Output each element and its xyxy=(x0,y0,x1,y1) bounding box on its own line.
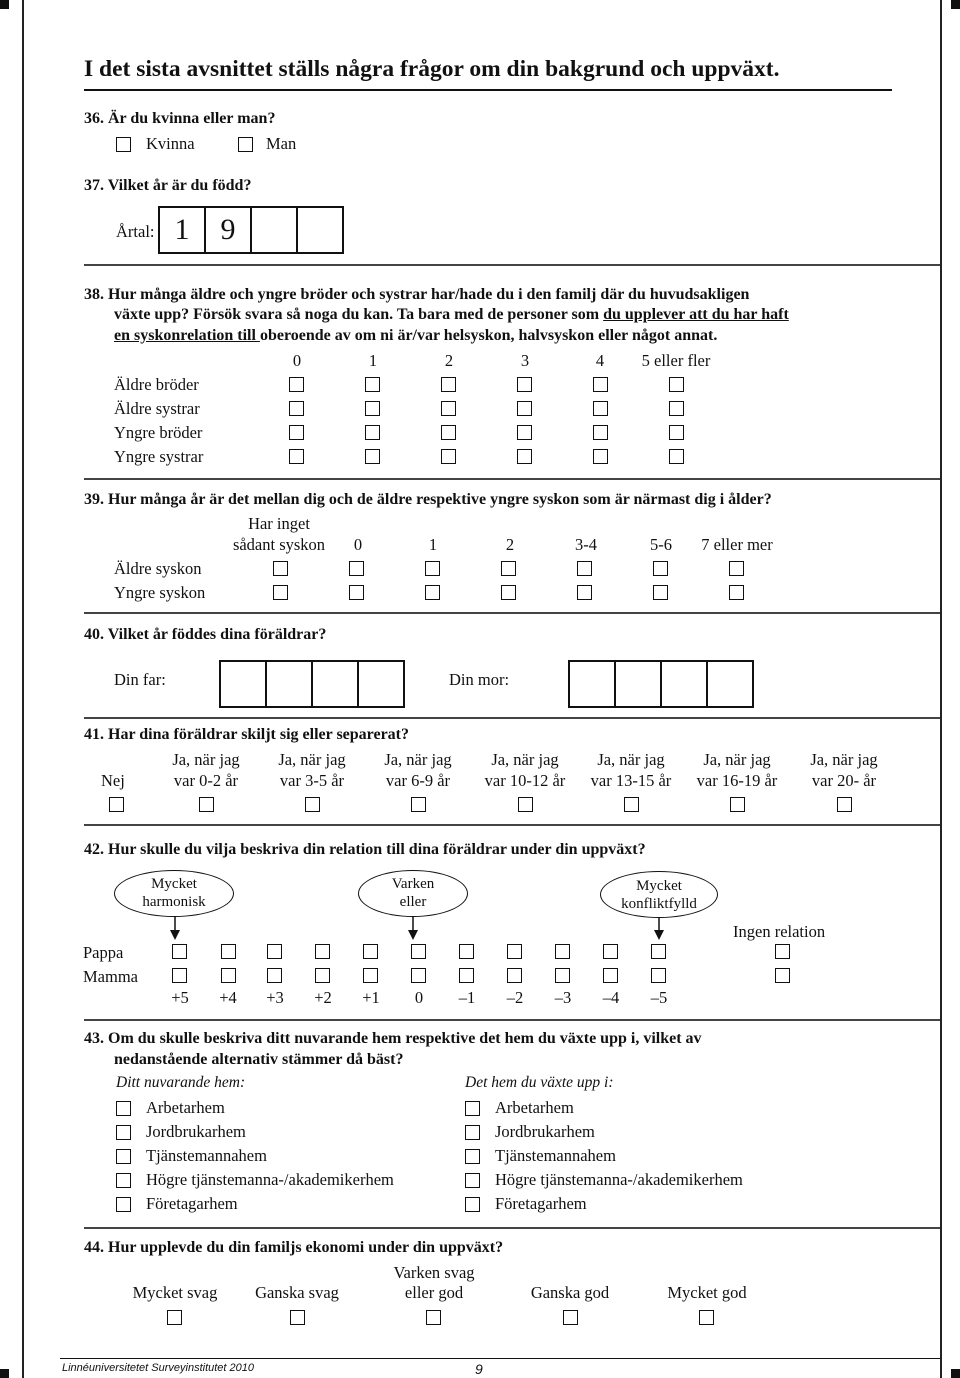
q42-checkbox[interactable] xyxy=(221,944,236,959)
arrow-head xyxy=(170,930,180,940)
q40-mother-year-box[interactable] xyxy=(568,660,616,708)
q41-option-label-line1: Ja, när jag xyxy=(810,750,878,769)
divider xyxy=(84,824,940,826)
q38-checkbox[interactable] xyxy=(289,377,304,392)
q41-option-label-line1: Ja, när jag xyxy=(384,750,452,769)
q42-no-relation-label: Ingen relation xyxy=(733,922,826,941)
q42-scale-value: +3 xyxy=(266,988,284,1007)
q38-checkbox[interactable] xyxy=(593,425,608,440)
q39-checkbox[interactable] xyxy=(273,585,288,600)
corner-mark-tr xyxy=(951,0,960,9)
q44-checkbox[interactable] xyxy=(426,1310,441,1325)
q40-label: 40. Vilket år föddes dina föräldrar? xyxy=(84,626,327,643)
q41-checkbox[interactable] xyxy=(411,797,426,812)
q42-checkbox[interactable] xyxy=(651,968,666,983)
q42-anchor-varken-eller xyxy=(358,870,468,917)
q43-current-home-checkbox[interactable] xyxy=(116,1173,131,1188)
q36-option-label: Kvinna xyxy=(146,134,195,153)
q39-column-header: 1 xyxy=(428,535,438,554)
q38-checkbox[interactable] xyxy=(517,377,532,392)
q37-year-digit-box[interactable] xyxy=(296,206,344,254)
q38-column-header: 2 xyxy=(444,351,454,370)
page-border-right xyxy=(940,0,942,1378)
q43-childhood-home-checkbox[interactable] xyxy=(465,1149,480,1164)
footer-institute: Linnéuniversitetet Surveyinstitutet 2010 xyxy=(62,1362,255,1374)
q38-text: oberoende av om ni är/var helsyskon, halvsyskon eller något annat. xyxy=(259,327,718,344)
q42-checkbox[interactable] xyxy=(555,968,570,983)
q38-column-header: 5 eller fler xyxy=(641,351,711,370)
q42-scale-value: –4 xyxy=(602,988,620,1007)
q41-checkbox[interactable] xyxy=(837,797,852,812)
q40-father-year-box[interactable] xyxy=(265,660,313,708)
q42-anchor-text: Mycket xyxy=(151,876,197,892)
q39-column-header-line2: sådant syskon xyxy=(232,535,326,554)
q39-checkbox[interactable] xyxy=(501,561,516,576)
q39-checkbox[interactable] xyxy=(425,561,440,576)
q42-label: 42. Hur skulle du vilja beskriva din relation till dina föräldrar under din uppväxt? xyxy=(84,841,646,858)
q41-option-label-line1: Ja, när jag xyxy=(278,750,346,769)
q39-column-header: 5-6 xyxy=(650,535,672,554)
q39-checkbox[interactable] xyxy=(349,585,364,600)
q42-checkbox[interactable] xyxy=(267,968,282,983)
q43-right-heading: Det hem du växte upp i: xyxy=(465,1074,614,1091)
q42-checkbox[interactable] xyxy=(411,944,426,959)
q43-option-label: Jordbrukarhem xyxy=(495,1122,595,1141)
q42-scale-value: +1 xyxy=(362,988,380,1007)
q38-checkbox[interactable] xyxy=(289,425,304,440)
divider xyxy=(84,1227,940,1229)
q42-scale-value: –1 xyxy=(458,988,476,1007)
q39-checkbox[interactable] xyxy=(653,561,668,576)
q43-option-label: Tjänstemannahem xyxy=(495,1146,616,1165)
q44-checkbox[interactable] xyxy=(699,1310,714,1325)
q40-father-year-box[interactable] xyxy=(219,660,267,708)
q38-checkbox[interactable] xyxy=(365,425,380,440)
q43-childhood-home-checkbox[interactable] xyxy=(465,1197,480,1212)
q38-row-label: Äldre bröder xyxy=(114,375,199,394)
q39-column-header: 2 xyxy=(505,535,515,554)
q43-option-label: Tjänstemannahem xyxy=(146,1146,267,1165)
q42-checkbox[interactable] xyxy=(363,944,378,959)
q38-checkbox[interactable] xyxy=(669,449,684,464)
q43-label-line1: 43. Om du skulle beskriva ditt nuvarande hem respektive det hem du växte upp i, vilket av xyxy=(84,1030,702,1047)
q42-scale-value: –2 xyxy=(506,988,524,1007)
q41-option-label-line1: Ja, när jag xyxy=(703,750,771,769)
q38-label-line3 xyxy=(114,327,717,345)
divider xyxy=(84,89,892,91)
q42-anchor-harmonisk xyxy=(114,870,234,917)
q41-option-label-line1: Ja, när jag xyxy=(491,750,559,769)
q44-checkbox[interactable] xyxy=(290,1310,305,1325)
q42-checkbox[interactable] xyxy=(507,944,522,959)
divider xyxy=(84,264,940,266)
q37-year-label: Årtal: xyxy=(116,222,155,241)
q44-option-label: Ganska god xyxy=(530,1283,610,1302)
q42-anchor-text: eller xyxy=(399,894,427,910)
q40-father-year-box[interactable] xyxy=(311,660,359,708)
q42-scale-value: +5 xyxy=(171,988,189,1007)
q38-checkbox[interactable] xyxy=(365,449,380,464)
q38-column-header: 0 xyxy=(292,351,302,370)
q39-column-header: 3-4 xyxy=(575,535,597,554)
q36-option-label: Man xyxy=(266,134,297,153)
q44-checkbox[interactable] xyxy=(167,1310,182,1325)
q37-year-digit-box[interactable]: 1 xyxy=(158,206,206,254)
q42-checkbox[interactable] xyxy=(172,944,187,959)
page-border-left xyxy=(22,0,24,1378)
q38-checkbox[interactable] xyxy=(669,377,684,392)
q38-checkbox[interactable] xyxy=(593,449,608,464)
q36-label: 36. Är du kvinna eller man? xyxy=(84,110,276,127)
q43-childhood-home-checkbox[interactable] xyxy=(465,1101,480,1116)
q42-checkbox[interactable] xyxy=(411,968,426,983)
q39-column-header-line1: Har inget xyxy=(248,514,310,533)
q41-option-label-line2: var 0-2 år xyxy=(173,771,239,790)
q40-mother-year-box[interactable] xyxy=(614,660,662,708)
corner-mark-br xyxy=(951,1369,960,1378)
q42-scale-value: +2 xyxy=(314,988,332,1007)
q41-option-label-line1: Ja, när jag xyxy=(172,750,240,769)
q43-option-label: Jordbrukarhem xyxy=(146,1122,246,1141)
q43-current-home-checkbox[interactable] xyxy=(116,1125,131,1140)
q42-anchor-text: Varken xyxy=(391,876,435,892)
q38-label-line1: 38. Hur många äldre och yngre bröder och systrar har/hade du i den familj där du huvudsakligen xyxy=(84,286,750,303)
section-title: I det sista avsnittet ställs några frågor om din bakgrund och uppväxt. xyxy=(84,56,780,82)
q38-checkbox[interactable] xyxy=(593,377,608,392)
q38-checkbox[interactable] xyxy=(517,449,532,464)
q42-checkbox[interactable] xyxy=(315,944,330,959)
q38-checkbox[interactable] xyxy=(365,377,380,392)
q43-option-label: Företagarhem xyxy=(146,1194,238,1213)
q44-checkbox[interactable] xyxy=(563,1310,578,1325)
divider xyxy=(84,717,940,719)
q38-text: Ta bara med de personer som xyxy=(393,306,604,323)
q42-checkbox[interactable] xyxy=(507,968,522,983)
q38-text-underlined: du upplever att du har haft xyxy=(603,306,789,323)
q42-checkbox[interactable] xyxy=(555,944,570,959)
q38-checkbox[interactable] xyxy=(441,449,456,464)
footer-divider xyxy=(60,1358,940,1359)
q38-column-header: 1 xyxy=(368,351,378,370)
q38-checkbox[interactable] xyxy=(669,401,684,416)
q38-column-header: 4 xyxy=(595,351,605,370)
q41-option-label-line2: var 20- år xyxy=(811,771,877,790)
q41-option-label-line2: var 10-12 år xyxy=(484,771,566,790)
q44-option-label: Ganska svag xyxy=(255,1283,339,1302)
q38-row-label: Yngre bröder xyxy=(114,423,203,442)
q44-label: 44. Hur upplevde du din familjs ekonomi under din uppväxt? xyxy=(84,1239,504,1256)
q39-checkbox[interactable] xyxy=(501,585,516,600)
q41-option-label-line2: var 3-5 år xyxy=(279,771,345,790)
q38-row-label: Äldre systrar xyxy=(114,399,200,418)
q38-text: växte upp? xyxy=(114,306,194,323)
corner-mark-bl xyxy=(0,1369,9,1378)
page-number: 9 xyxy=(475,1361,483,1377)
q38-checkbox[interactable] xyxy=(441,401,456,416)
q38-checkbox[interactable] xyxy=(669,425,684,440)
q42-anchor-text: konfliktfylld xyxy=(621,896,697,912)
q42-anchor-konfliktfylld xyxy=(600,871,718,918)
q38-checkbox[interactable] xyxy=(441,377,456,392)
divider xyxy=(84,478,940,480)
q38-checkbox[interactable] xyxy=(517,425,532,440)
q38-checkbox[interactable] xyxy=(441,425,456,440)
q39-checkbox[interactable] xyxy=(729,585,744,600)
q42-checkbox-no-relation[interactable] xyxy=(775,944,790,959)
q42-checkbox[interactable] xyxy=(172,968,187,983)
q38-row-label: Yngre systrar xyxy=(114,447,204,466)
q42-scale-value: +4 xyxy=(219,988,237,1007)
divider xyxy=(84,1019,940,1021)
q41-checkbox[interactable] xyxy=(199,797,214,812)
q41-option-label-line2: var 6-9 år xyxy=(385,771,451,790)
q42-row-label: Pappa xyxy=(83,943,124,962)
q38-checkbox[interactable] xyxy=(289,401,304,416)
arrow-head xyxy=(408,930,418,940)
q38-checkbox[interactable] xyxy=(289,449,304,464)
q43-option-label: Arbetarhem xyxy=(146,1098,225,1117)
q44-option-label-line2: eller god xyxy=(404,1283,464,1302)
q42-checkbox[interactable] xyxy=(363,968,378,983)
q42-scale-value: –5 xyxy=(650,988,668,1007)
q43-left-heading: Ditt nuvarande hem: xyxy=(116,1074,246,1091)
q37-year-digit-box[interactable] xyxy=(250,206,298,254)
q41-option-label-line2: var 13-15 år xyxy=(590,771,672,790)
q44-option-label: Mycket svag xyxy=(132,1283,218,1302)
q42-checkbox[interactable] xyxy=(603,944,618,959)
q41-option-label: Nej xyxy=(101,771,125,790)
q41-checkbox[interactable] xyxy=(518,797,533,812)
q37-year-digit-box[interactable]: 9 xyxy=(204,206,252,254)
q43-current-home-checkbox[interactable] xyxy=(116,1149,131,1164)
q43-current-home-checkbox[interactable] xyxy=(116,1197,131,1212)
q39-column-header: 0 xyxy=(353,535,363,554)
q43-option-label: Företagarhem xyxy=(495,1194,587,1213)
q39-row-label: Yngre syskon xyxy=(114,583,206,602)
corner-mark-tl xyxy=(0,0,9,9)
q37-label: 37. Vilket år är du född? xyxy=(84,177,252,194)
q39-column-header: 7 eller mer xyxy=(701,535,773,554)
q42-checkbox[interactable] xyxy=(651,944,666,959)
q41-label: 41. Har dina föräldrar skiljt sig eller separerat? xyxy=(84,726,410,743)
q42-scale-value: 0 xyxy=(414,988,424,1007)
q42-anchor-text: Mycket xyxy=(636,878,682,894)
q42-anchor-text: harmonisk xyxy=(142,894,206,910)
q39-checkbox[interactable] xyxy=(273,561,288,576)
q39-checkbox[interactable] xyxy=(729,561,744,576)
q39-checkbox[interactable] xyxy=(653,585,668,600)
q38-text: Försök svara så noga du kan. xyxy=(193,306,394,323)
q38-checkbox[interactable] xyxy=(365,401,380,416)
q38-checkbox[interactable] xyxy=(517,401,532,416)
q39-checkbox[interactable] xyxy=(425,585,440,600)
q44-option-label-line1: Varken svag xyxy=(393,1263,475,1282)
q38-label-line2 xyxy=(114,306,789,324)
q41-checkbox[interactable] xyxy=(624,797,639,812)
q41-option-label-line2: var 16-19 år xyxy=(696,771,778,790)
q38-column-header: 3 xyxy=(520,351,530,370)
q43-childhood-home-checkbox[interactable] xyxy=(465,1125,480,1140)
q41-checkbox-nej[interactable] xyxy=(109,797,124,812)
q42-checkbox[interactable] xyxy=(221,968,236,983)
q43-option-label: Högre tjänstemanna-/akademikerhem xyxy=(495,1170,743,1189)
q39-checkbox[interactable] xyxy=(577,561,592,576)
q40-mother-year-box[interactable] xyxy=(660,660,708,708)
q39-label: 39. Hur många år är det mellan dig och de äldre respektive yngre syskon som är närmast dig i ålder? xyxy=(84,491,772,508)
q41-checkbox[interactable] xyxy=(305,797,320,812)
q40-father-label: Din far: xyxy=(114,670,166,689)
q40-mother-label: Din mor: xyxy=(449,670,510,689)
q38-text-underlined: en syskonrelation till xyxy=(114,327,260,344)
q42-checkbox[interactable] xyxy=(459,968,474,983)
q43-label-line2: nedanstående alternativ stämmer då bäst? xyxy=(114,1051,404,1068)
q41-option-label-line1: Ja, när jag xyxy=(597,750,665,769)
q42-checkbox[interactable] xyxy=(603,968,618,983)
q40-father-year-box[interactable] xyxy=(357,660,405,708)
q42-scale-value: –3 xyxy=(554,988,572,1007)
q39-row-label: Äldre syskon xyxy=(114,559,202,578)
q43-childhood-home-checkbox[interactable] xyxy=(465,1173,480,1188)
q44-option-label: Mycket god xyxy=(667,1283,747,1302)
q42-row-label: Mamma xyxy=(83,967,138,986)
q40-mother-year-box[interactable] xyxy=(706,660,754,708)
q36-option-man-checkbox[interactable] xyxy=(238,137,253,152)
q42-checkbox[interactable] xyxy=(315,968,330,983)
q42-checkbox[interactable] xyxy=(459,944,474,959)
q41-checkbox[interactable] xyxy=(730,797,745,812)
q36-option-kvinna-checkbox[interactable] xyxy=(116,137,131,152)
divider xyxy=(84,612,940,614)
q38-checkbox[interactable] xyxy=(593,401,608,416)
q39-checkbox[interactable] xyxy=(349,561,364,576)
q43-option-label: Högre tjänstemanna-/akademikerhem xyxy=(146,1170,394,1189)
arrow-head xyxy=(654,930,664,940)
q42-checkbox-no-relation[interactable] xyxy=(775,968,790,983)
q43-current-home-checkbox[interactable] xyxy=(116,1101,131,1116)
q42-checkbox[interactable] xyxy=(267,944,282,959)
q39-checkbox[interactable] xyxy=(577,585,592,600)
q43-option-label: Arbetarhem xyxy=(495,1098,574,1117)
